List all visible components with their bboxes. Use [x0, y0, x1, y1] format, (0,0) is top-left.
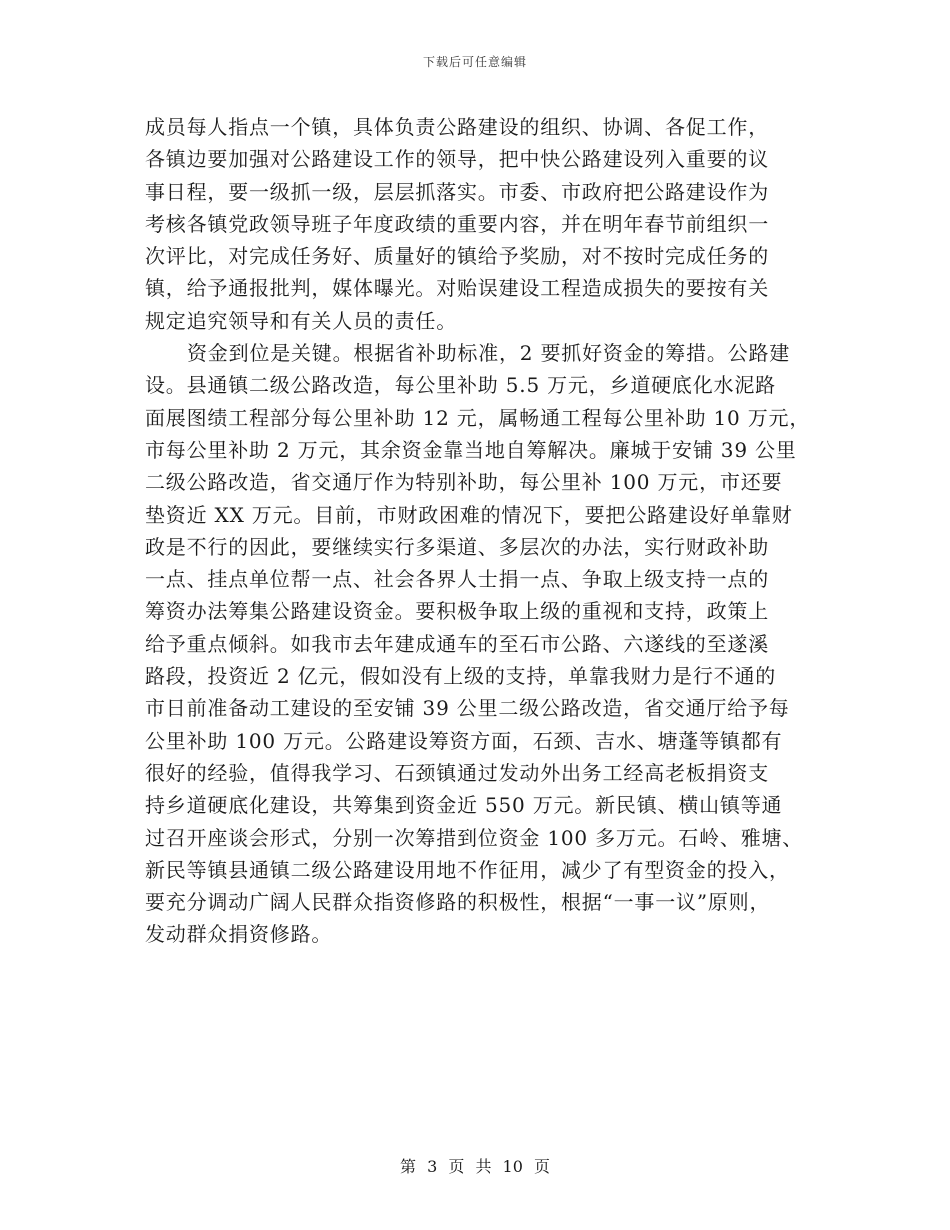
page-header: 下载后可任意编辑 [422, 55, 527, 69]
text-line: 市每公里补助 2 万元，其余资金靠当地自筹解决。廉城于安铺 39 公里 [145, 437, 797, 462]
text-line: 各镇边要加强对公路建设工作的领导，把中快公路建设列入重要的议 [145, 147, 769, 172]
text-line: 新民等镇县通镇二级公路建设用地不作征用，减少了有型资金的投入， [145, 857, 790, 882]
text-line: 给予重点倾斜。如我市去年建成通车的至石市公路、六遂线的至遂溪 [145, 631, 769, 656]
text-line: 考核各镇党政领导班子年度政绩的重要内容，并在明年春节前组织一 [145, 211, 769, 236]
text-line: 次评比，对完成任务好、质量好的镇给予奖励，对不按时完成任务的 [145, 244, 769, 269]
text-line: 公里补助 100 万元。公路建设筹资方面，石颈、吉水、塘蓬等镇都有 [145, 728, 783, 753]
text-line: 镇，给予通报批判，媒体曝光。对贻误建设工程造成损失的要按有关 [145, 276, 769, 301]
text-line: 规定追究领导和有关人员的责任。 [145, 308, 457, 333]
text-line: 资金到位是关键。根据省补助标准，2 要抓好资金的筹措。公路建 [187, 341, 791, 366]
text-line: 政是不行的因此，要继续实行多渠道、多层次的办法，实行财政补助 [145, 534, 769, 559]
text-line: 发动群众捐资修路。 [145, 922, 333, 947]
document-body [145, 111, 817, 951]
page-number: 第 3 页 共 10 页 [400, 1157, 550, 1176]
text-line: 一点、挂点单位帮一点、社会各界人士捐一点、争取上级支持一点的 [145, 567, 769, 592]
paragraph [145, 337, 817, 951]
text-line: 成员每人指点一个镇，具体负责公路建设的组织、协调、各促工作， [145, 115, 769, 139]
text-line: 筹资办法筹集公路建设资金。要积极争取上级的重视和支持，政策上 [145, 599, 769, 624]
text-line: 很好的经验，值得我学习、石颈镇通过发动外出务工经高老板捐资支 [145, 760, 769, 785]
text-line: 持乡道硬底化建设，共筹集到资金近 550 万元。新民镇、横山镇等通 [145, 793, 783, 818]
text-line: 路段，投资近 2 亿元，假如没有上级的支持，单靠我财力是行不通的 [145, 664, 777, 689]
paragraph [145, 111, 817, 337]
text-line: 设。县通镇二级公路改造，每公里补助 5.5 万元，乡道硬底化水泥路 [145, 373, 776, 398]
text-line: 垫资近 XX 万元。目前，市财政困难的情况下，要把公路建设好单靠财 [145, 502, 793, 527]
text-line: 面展图绩工程部分每公里补助 12 元，属畅通工程每公里补助 10 万元， [145, 405, 811, 430]
text-line: 市日前准备动工建设的至安铺 39 公里二级公路改造，省交通厅给予每 [145, 696, 790, 721]
text-line: 要充分调动广阔人民群众指资修路的积极性，根据“一事一议”原则， [145, 890, 771, 915]
text-line: 事日程，要一级抓一级，层层抓落实。市委、市政府把公路建设作为 [145, 179, 769, 204]
text-line: 二级公路改造，省交通厅作为特别补助，每公里补 100 万元，市还要 [145, 470, 783, 495]
text-line: 过召开座谈会形式，分别一次筹措到位资金 100 多万元。石岭、雅塘、 [145, 825, 804, 850]
